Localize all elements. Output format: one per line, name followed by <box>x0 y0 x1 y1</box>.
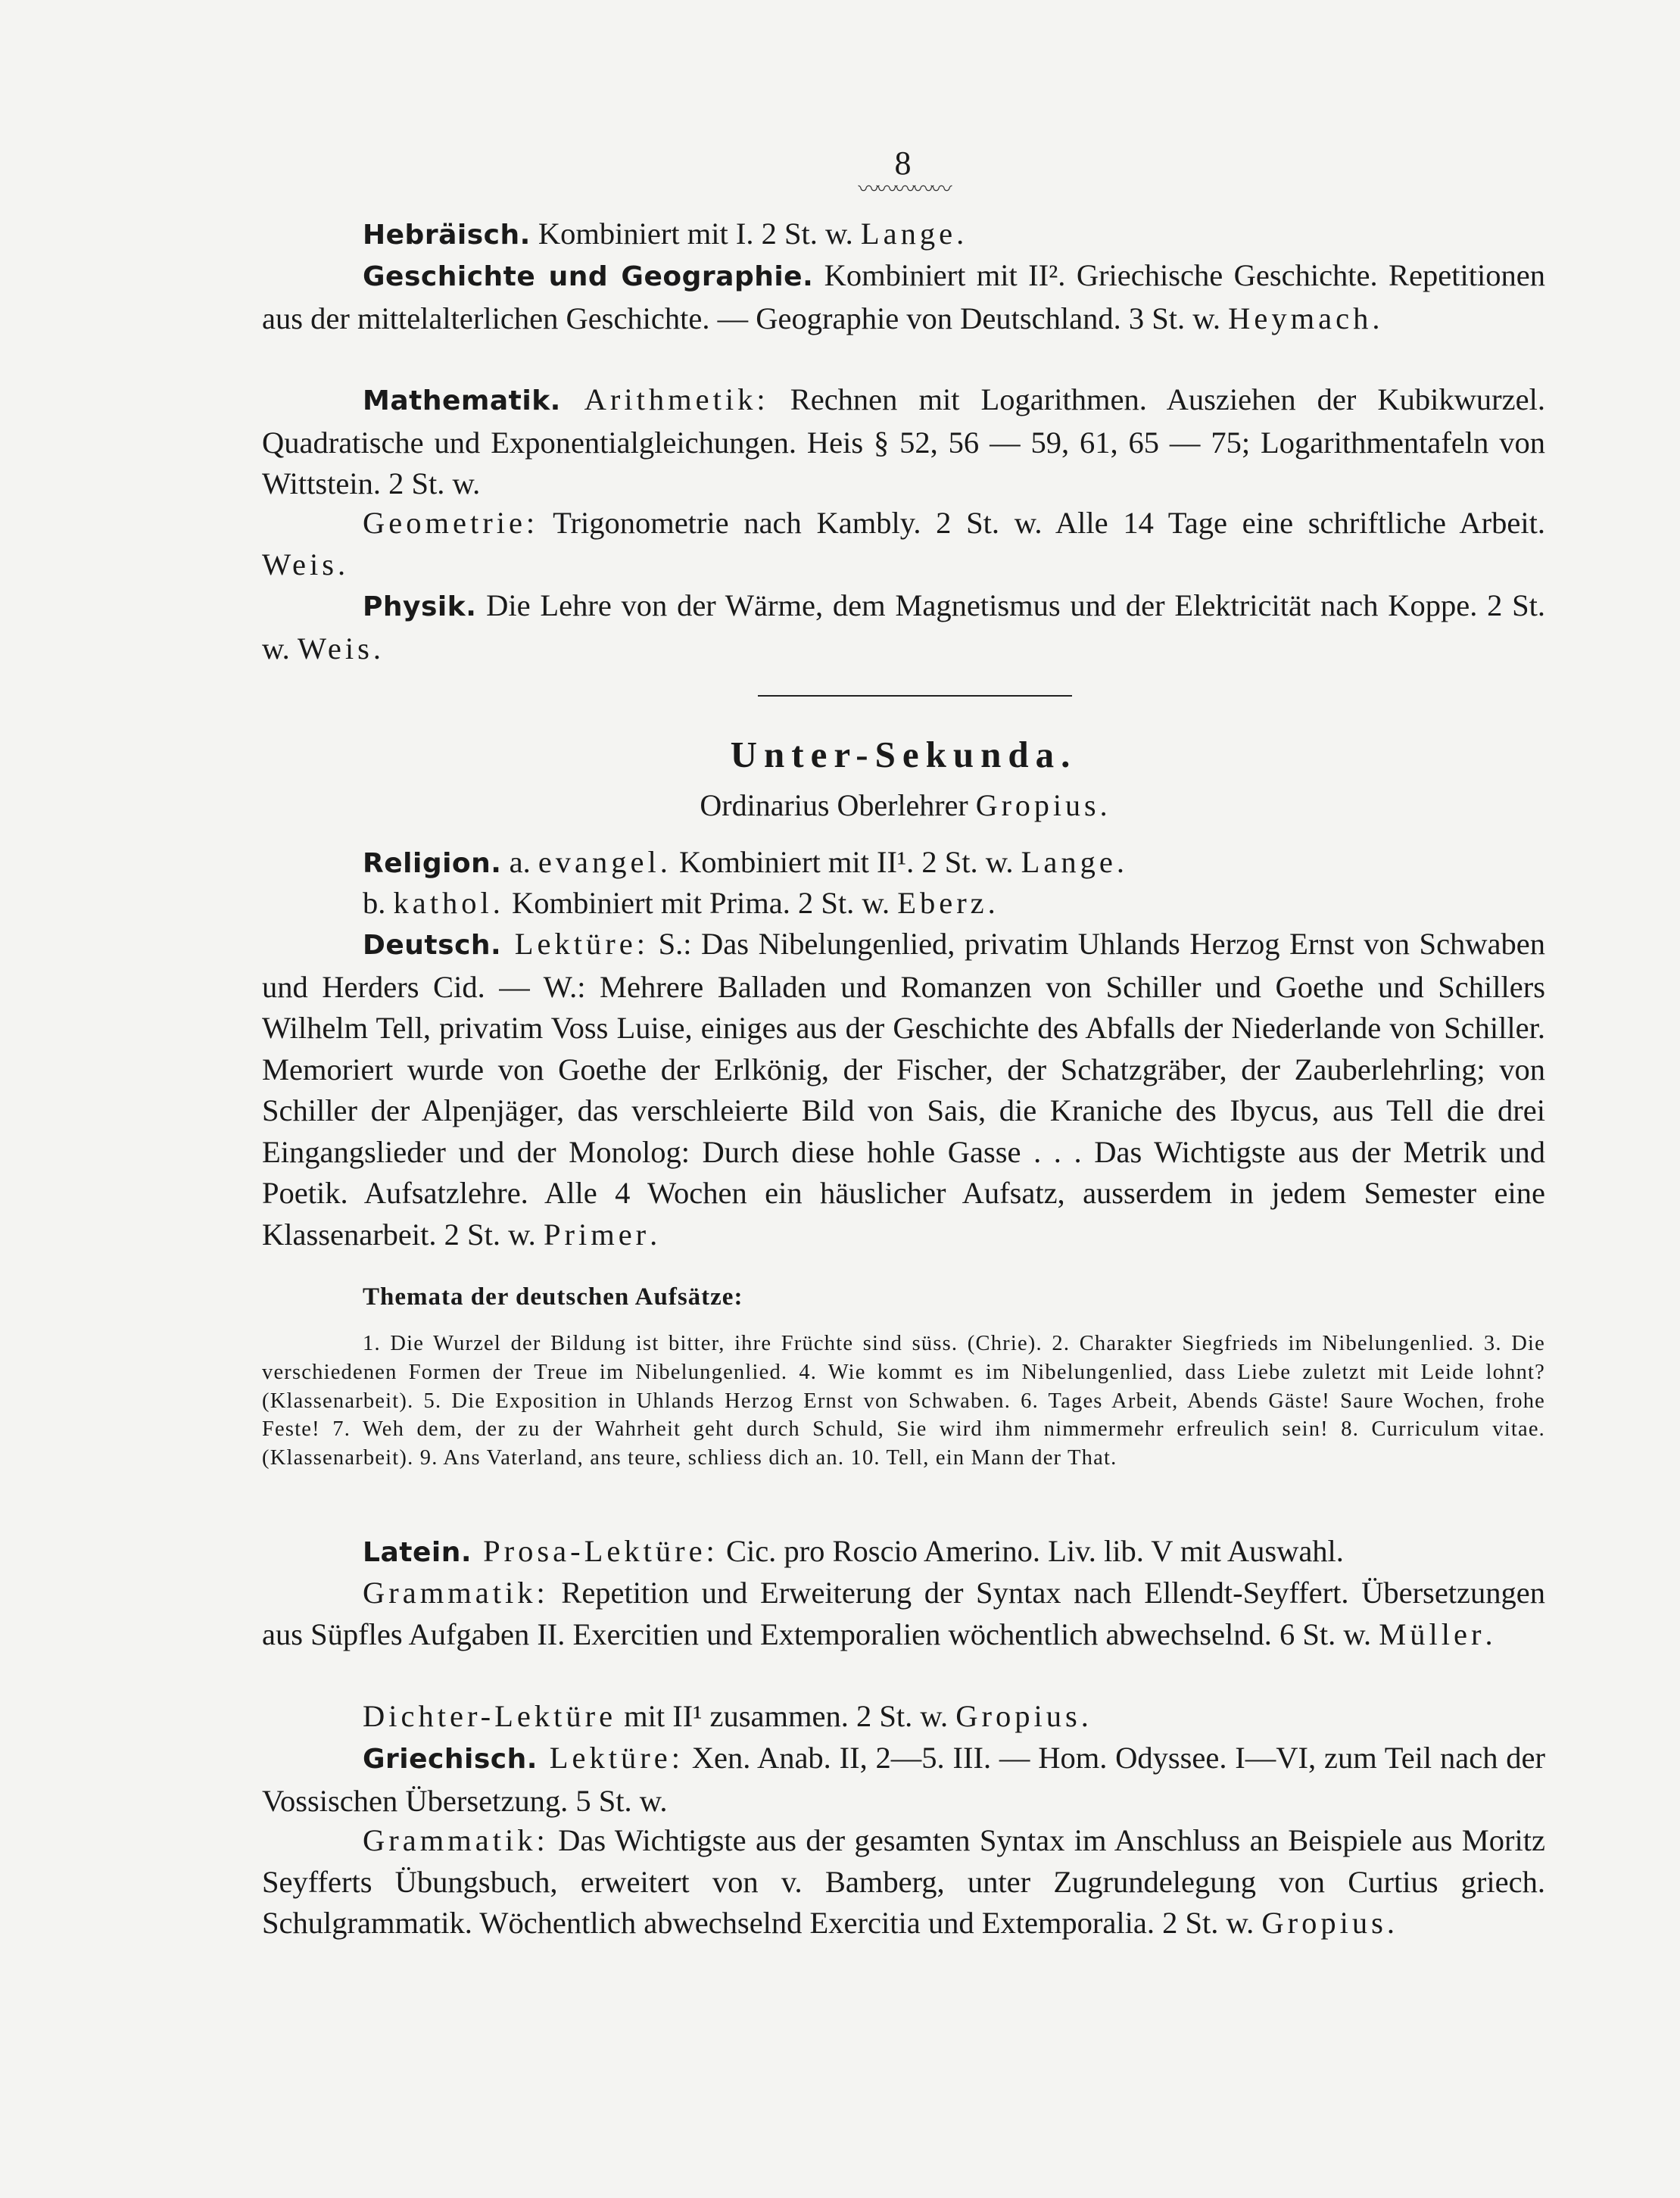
paragraph-mathematik: Mathematik. Arithmetik: Rechnen mit Logarithmen. Ausziehen der Kubikwurzel. Quadratische und Exponentialgleichungen. Heis § 52, 56 — 59, 61, 65 — 75; Logarithmentafeln von Wittstein. 2 St. w. <box>262 382 1545 500</box>
teacher-name: Lange <box>1021 845 1117 879</box>
paragraph-hebraeisch: Hebräisch. Kombiniert mit I. 2 St. w. Lange. <box>363 217 965 251</box>
paragraph-physik: Physik. Die Lehre von der Wärme, dem Magnetismus und der Elektricität nach Koppe. 2 St. w. Weis. <box>262 588 1545 666</box>
paragraph-latein: Latein. Prosa-Lektüre: Cic. pro Roscio Amerino. Liv. lib. V mit Auswahl. <box>363 1534 1344 1568</box>
teacher-name: Heymach <box>1228 301 1373 335</box>
page-number-ornament: 〰〰〰〰〰 <box>858 178 949 201</box>
teacher-name: Gropius <box>955 1699 1081 1733</box>
themata-list: 1. Die Wurzel der Bildung ist bitter, ihre Früchte sind süss. (Chrie). 2. Charakter Siegfrieds im Nibelungenlied. 3. Die verschiedenen Formen der Treue im Nibelungenlied. 4. Wie kommt es im Nibelungenlied, dass Liebe zuletzt mit Leide lohnt? (Klassenarbeit). 5. Die Exposition in Uhlands Herzog Ernst von Schwaben. 6. Tages Arbeit, Abends Gäste! Saure Wochen, frohe Feste! 7. Weh dem, der zu der Wahrheit geht durch Schuld, Sie wird ihm nimmermehr erfreulich sein! 8. Curriculum vitae. (Klassenarbeit). 9. Ans Vaterland, ans teure, schliess dich an. 10. Tell, ein Mann der That. <box>262 1332 1545 1470</box>
subject-heading: Geschichte und Geographie. <box>363 261 814 292</box>
paragraph-latein-grammatik: Grammatik: Repetition und Erweiterung der Syntax nach Ellendt-Seyffert. Übersetzungen aus Süpfles Aufgaben II. Exercitien und Extemporalien wöchentlich abwechselnd. 6 St. w. Müller. <box>262 1576 1545 1651</box>
themata-heading: Themata der deutschen Aufsätze: <box>363 1283 743 1311</box>
teacher-name: Gropius <box>1261 1906 1387 1940</box>
page-number: 8 <box>894 145 913 182</box>
paragraph-griechisch-grammatik: Grammatik: Das Wichtigste aus der gesamten Syntax im Anschluss an Beispiele aus Moritz Seyfferts Übungsbuch, erweitert von v. Bamberg, unter Zugrundelegung von Curtius griech. Schulgrammatik. Wöchentlich abwechselnd Exercitia und Extemporalia. 2 St. w. Gropius. <box>262 1823 1545 1940</box>
subject-heading: Griechisch. <box>363 1744 538 1775</box>
teacher-name: Müller <box>1379 1617 1485 1651</box>
topic-label: Arithmetik: <box>560 382 769 416</box>
document-page <box>262 0 1545 2198</box>
section-subtitle: Ordinarius Oberlehrer Gropius. <box>700 788 1108 822</box>
teacher-name: Weis <box>297 631 373 666</box>
paragraph-geometrie: Geometrie: Trigonometrie nach Kambly. 2 St. w. Alle 14 Tage eine schriftliche Arbeit. Weis. <box>262 506 1545 581</box>
paragraph-deutsch: Deutsch. Lektüre: S.: Das Nibelungenlied, privatim Uhlands Herzog Ernst von Schwaben und Herders Cid. — W.: Mehrere Balladen und Romanzen von Schiller und Goethe und Schillers Wilhelm Tell, privatim Voss Luise, einiges aus der Geschichte des Abfalls der Niederlande von Schiller. Memoriert wurde von Goethe der Erlkönig, der Fischer, der Schatzgräber, der Zauberlehrling; von Schiller der Alpenjäger, das verschleierte Bild von Sais, die Kraniche des Ibycus, aus Tell die drei Eingangslieder und der Monolog: Durch diese hohle Gasse . . . Das Wichtigste aus der Metrik und Poetik. Aufsatzlehre. Alle 4 Wochen ein häuslicher Aufsatz, ausserdem in jedem Semester eine Klassenarbeit. 2 St. w. Primer. <box>262 927 1545 1252</box>
subject-heading: Latein. <box>363 1537 472 1568</box>
paragraph-religion-a: Religion. a. evangel. Kombiniert mit II¹. 2 St. w. Lange. <box>363 845 1124 879</box>
topic-label: Prosa-Lektüre: <box>472 1534 718 1568</box>
paragraph-dichter-lektuere: Dichter-Lektüre mit II¹ zusammen. 2 St. w. Gropius. <box>363 1699 1089 1733</box>
topic-label: kathol. <box>393 886 504 920</box>
teacher-name: Eberz <box>897 886 988 920</box>
topic-label: Lektüre: <box>537 1741 684 1775</box>
topic-label: Lektüre: <box>501 927 649 961</box>
topic-label: evangel. <box>538 845 672 879</box>
subject-heading: Physik. <box>363 591 477 622</box>
topic-label: Dichter-Lektüre <box>363 1699 617 1733</box>
teacher-name: Weis <box>262 547 338 581</box>
section-divider <box>758 695 1072 697</box>
teacher-name: Lange <box>860 217 957 251</box>
topic-label: Grammatik: <box>363 1576 549 1610</box>
paragraph-geschichte: Geschichte und Geographie. Kombiniert mit II². Griechische Geschichte. Repetitionen aus der mittelalterlichen Geschichte. — Geographie von Deutschland. 3 St. w. Heymach. <box>262 258 1545 335</box>
teacher-name: Gropius <box>975 788 1100 822</box>
teacher-name: Primer <box>543 1217 650 1252</box>
subject-heading: Hebräisch. <box>363 220 531 251</box>
paragraph-griechisch: Griechisch. Lektüre: Xen. Anab. II, 2—5. III. — Hom. Odyssee. I—VI, zum Teil nach der Vossischen Übersetzung. 5 St. w. <box>262 1741 1545 1818</box>
subject-heading: Mathematik. <box>363 385 561 416</box>
topic-label: Geometrie: <box>363 506 539 540</box>
subject-heading: Deutsch. <box>363 930 502 961</box>
section-title: Unter-Sekunda. <box>730 734 1077 775</box>
subject-heading: Religion. <box>363 848 502 879</box>
topic-label: Grammatik: <box>363 1823 549 1857</box>
paragraph-religion-b: b. kathol. Kombiniert mit Prima. 2 St. w. Eberz. <box>363 886 996 920</box>
